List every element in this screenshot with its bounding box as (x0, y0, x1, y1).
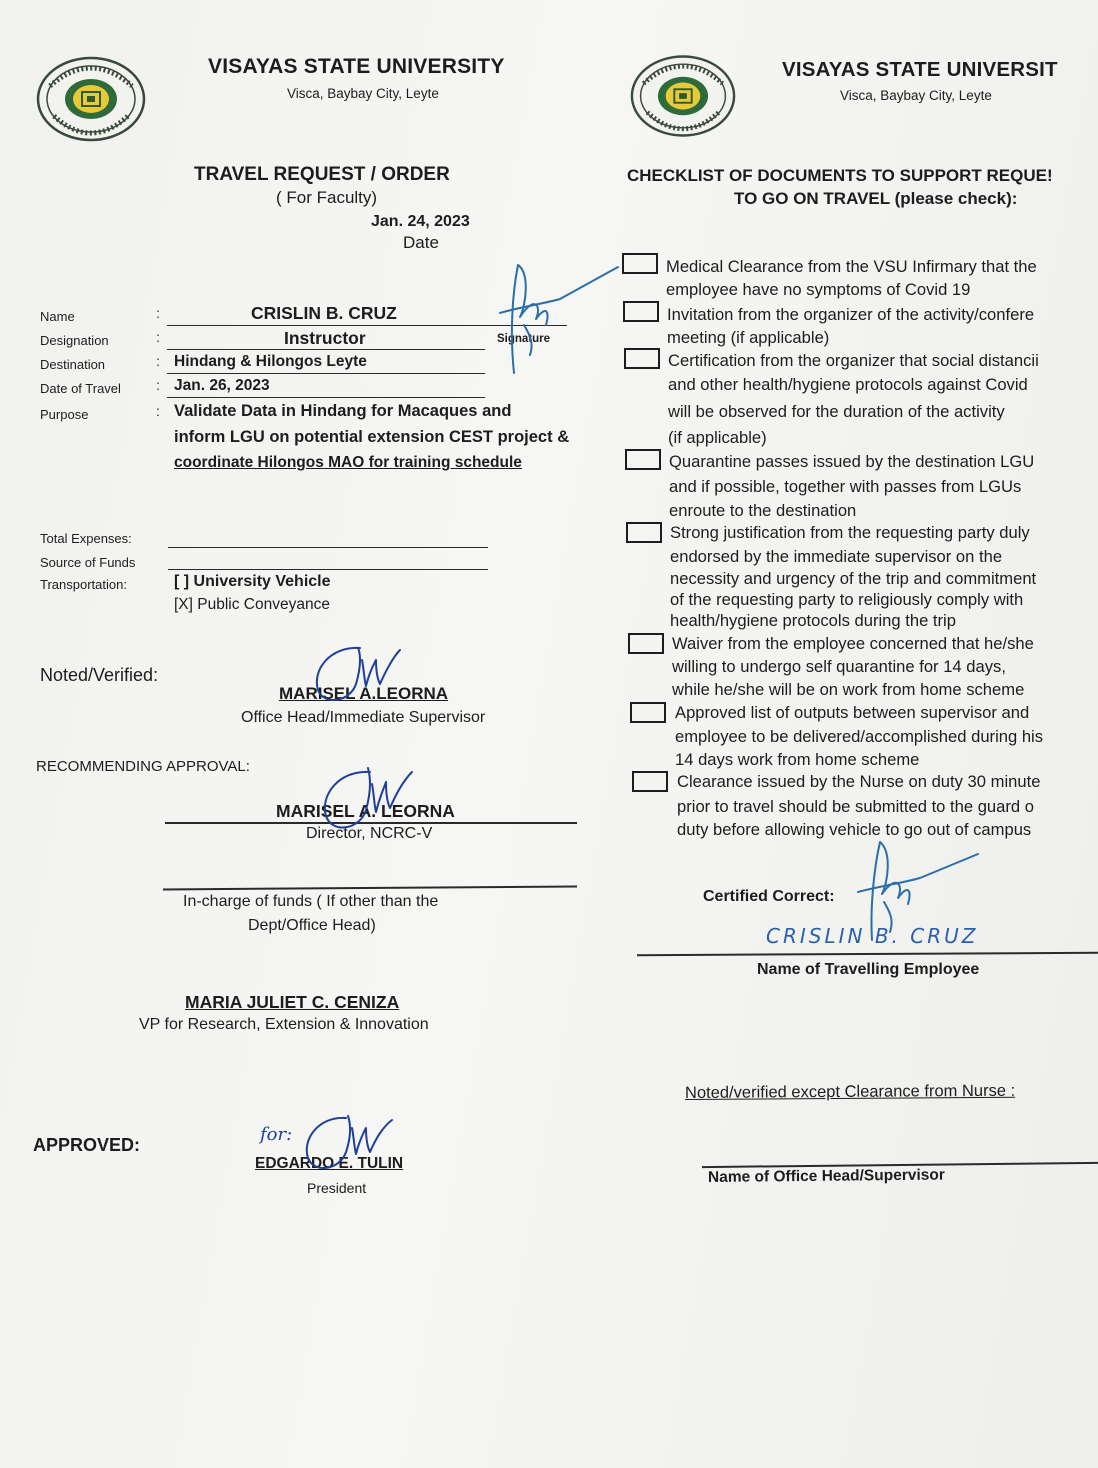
checkbox-quarantine-passes[interactable] (625, 449, 661, 470)
noted-name: MARISEL A.LEORNA (279, 684, 449, 703)
source-of-funds-underline (168, 569, 488, 570)
university-address: Visca, Baybay City, Leyte (287, 86, 439, 101)
date-of-travel-underline (167, 397, 485, 398)
checklist-item-4-line-3: enroute to the destination (669, 501, 857, 520)
approved-label: APPROVED: (33, 1135, 141, 1155)
checklist-item-1-line-1: Medical Clearance from the VSU Infirmary that the (666, 257, 1037, 276)
name-value: CRISLIN B. CRUZ (251, 303, 397, 323)
name-underline (167, 325, 567, 326)
checkbox-waiver[interactable] (628, 633, 664, 654)
designation-label: Designation (40, 333, 109, 348)
checklist-item-8-line-3: duty before allowing vehicle to go out of campus (677, 820, 1032, 839)
checklist-item-6-line-2: willing to undergo self quarantine for 14 days, (672, 657, 1006, 676)
president-initials: for: (260, 1124, 293, 1145)
checklist-item-8-line-2: prior to travel should be submitted to the guard o (677, 797, 1034, 816)
purpose-line-2: inform LGU on potential extension CEST project & (174, 428, 570, 446)
checklist-item-3-line-3: will be observed for the duration of the activity (668, 402, 1005, 421)
destination-underline (167, 373, 485, 374)
handwritten-employee-name: CRISLIN B. CRUZ (766, 924, 979, 948)
date-of-travel-colon: : (156, 377, 160, 393)
recommending-approval-label: RECOMMENDING APPROVAL: (36, 758, 250, 775)
noted-verified-label: Noted/Verified: (40, 665, 159, 685)
checklist-item-7-line-3: 14 days work from home scheme (675, 750, 920, 769)
form-date-label: Date (403, 233, 439, 252)
vp-title: VP for Research, Extension & Innovation (139, 1016, 429, 1033)
transport-option-university-vehicle: [ ] University Vehicle (174, 573, 331, 590)
incharge-line-2: Dept/Office Head) (248, 917, 376, 934)
name-colon: : (156, 305, 160, 321)
recommending-name: MARISEL A. LEORNA (276, 801, 455, 821)
transport-option-public-conveyance: [X] Public Conveyance (174, 596, 330, 613)
form-date-value: Jan. 24, 2023 (371, 213, 470, 230)
checklist-item-5-line-4: of the requesting party to religiously comply with (670, 590, 1024, 609)
noted-except-label: Noted/verified except Clearance from Nurse : (684, 1081, 1016, 1102)
incharge-underline (163, 886, 577, 891)
source-of-funds-label: Source of Funds (40, 555, 136, 570)
purpose-label: Purpose (40, 407, 89, 422)
checklist-title-line-2: TO GO ON TRAVEL (please check): (734, 189, 1018, 208)
recommending-title: Director, NCRC-V (306, 825, 433, 842)
university-address-right: Visca, Baybay City, Leyte (840, 88, 992, 103)
form-title: TRAVEL REQUEST / ORDER (194, 164, 450, 185)
purpose-line-3: coordinate Hilongos MAO for training schedule (174, 454, 522, 471)
checkbox-nurse-clearance[interactable] (632, 771, 668, 792)
checkbox-invitation[interactable] (623, 301, 659, 322)
checklist-item-5-line-3: necessity and urgency of the trip and commitment (670, 569, 1037, 588)
president-title: President (307, 1180, 367, 1196)
incharge-line-1: In-charge of funds ( If other than the (183, 893, 439, 910)
designation-colon: : (156, 329, 160, 345)
checkbox-strong-justification[interactable] (626, 522, 662, 543)
employee-signature-top (490, 255, 630, 380)
designation-value: Instructor (284, 328, 366, 348)
noted-title: Office Head/Immediate Supervisor (241, 709, 486, 726)
transportation-label: Transportation: (40, 577, 127, 592)
purpose-colon: : (156, 403, 160, 419)
university-name-right: VISAYAS STATE UNIVERSIT (782, 58, 1058, 81)
certified-correct-label: Certified Correct: (703, 888, 835, 905)
employee-name-label: Name of Travelling Employee (757, 961, 980, 978)
destination-colon: : (156, 353, 160, 369)
checklist-item-7-line-1: Approved list of outputs between supervisor and (675, 703, 1030, 722)
checklist-item-3-line-4: (if applicable) (668, 428, 767, 447)
destination-label: Destination (40, 357, 106, 372)
total-expenses-label: Total Expenses: (40, 531, 132, 546)
date-of-travel-value: Jan. 26, 2023 (174, 377, 270, 394)
university-seal-right (630, 54, 736, 138)
checklist-item-6-line-3: while he/she will be on work from home scheme (672, 680, 1025, 699)
checklist-item-5-line-5: health/hygiene protocols during the trip (670, 611, 956, 630)
checklist-title-line-1: CHECKLIST OF DOCUMENTS TO SUPPORT REQUE! (627, 166, 1053, 185)
university-name: VISAYAS STATE UNIVERSITY (208, 55, 505, 78)
checklist-item-7-line-2: employee to be delivered/accomplished during his (675, 727, 1044, 746)
employee-name-underline (637, 952, 1098, 956)
president-name: EDGARDO E. TULIN (255, 1155, 404, 1172)
designation-underline (167, 349, 485, 350)
checklist-item-3-line-2: and other health/hygiene protocols against Covid (668, 375, 1028, 394)
university-seal-left (36, 56, 146, 142)
date-of-travel-label: Date of Travel (40, 381, 121, 396)
name-label: Name (40, 309, 75, 324)
checkbox-certification[interactable] (624, 348, 660, 369)
checklist-item-6-line-1: Waiver from the employee concerned that he/she (672, 634, 1034, 653)
checklist-item-3-line-1: Certification from the organizer that social distancii (668, 351, 1039, 370)
form-subtitle: ( For Faculty) (276, 188, 378, 207)
recommending-underline (165, 822, 577, 824)
checkbox-medical-clearance[interactable] (622, 253, 658, 274)
checklist-item-2-line-1: Invitation from the organizer of the activity/confere (667, 305, 1035, 324)
checklist-item-5-line-1: Strong justification from the requesting party duly (670, 523, 1030, 542)
checklist-item-4-line-2: and if possible, together with passes from LGUs (669, 477, 1022, 496)
checklist-item-8-line-1: Clearance issued by the Nurse on duty 30 minute (677, 772, 1041, 791)
total-expenses-underline (168, 547, 488, 548)
vp-name: MARIA JULIET C. CENIZA (185, 992, 400, 1012)
purpose-line-1: Validate Data in Hindang for Macaques and (174, 402, 512, 420)
destination-value: Hindang & Hilongos Leyte (174, 353, 367, 370)
checklist-item-2-line-2: meeting (if applicable) (667, 328, 830, 347)
checklist-item-5-line-2: endorsed by the immediate supervisor on the (670, 547, 1003, 566)
checklist-item-4-line-1: Quarantine passes issued by the destination LGU (669, 452, 1035, 471)
signature-label: Signature (497, 333, 551, 345)
checklist-item-1-line-2: employee have no symptoms of Covid 19 (666, 280, 971, 299)
office-head-label: Name of Office Head/Supervisor (707, 1166, 945, 1186)
checkbox-approved-outputs[interactable] (630, 702, 666, 723)
